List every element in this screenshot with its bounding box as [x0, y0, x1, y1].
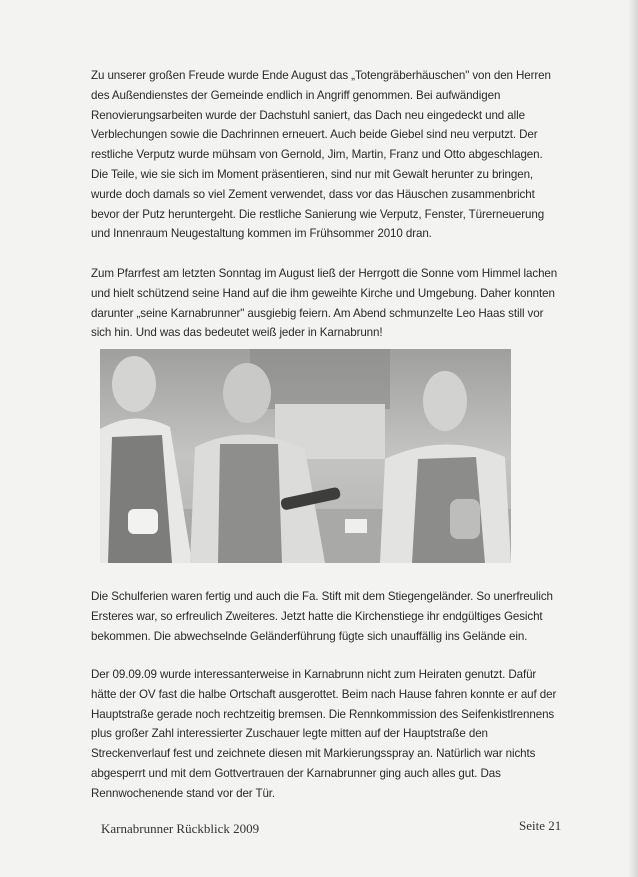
text-line: Die Schulferien waren fertig und auch die Fa. Stift mit dem Stiegengeländer. So unerfreulich	[91, 590, 553, 603]
text-line: Der 09.09.09 wurde interessanterweise in Karnabrunn nicht zum Heiraten genutzt. Dafür	[91, 668, 537, 681]
text-line: und hielt schützend seine Hand auf die ihm geweihte Kirche und Umgebung. Daher konnten	[91, 286, 555, 300]
footer-publication-title: Karnabrunner Rückblick 2009	[101, 821, 260, 836]
text-line: sich hin. Und was das bedeutet weiß jeder in Karnabrunn!	[91, 326, 383, 340]
text-line: Zu unserer großen Freude wurde Ende August das „Totengräberhäuschen" von den Herren	[91, 69, 551, 82]
text-line: des Außendienstes der Gemeinde endlich in Angriff genommen. Bei aufwändigen	[91, 88, 501, 102]
photo-three-men-pouring-wine	[100, 349, 511, 563]
text-line: bekommen. Die abwechselnde Geländerführung fügte sich unauffällig ins Gelände ein.	[91, 629, 528, 643]
text-line: Renovierungsarbeiten wurde der Dachstuhl saniert, das Dach neu eingedeckt und alle	[91, 108, 525, 122]
text-line: restliche Verputz wurde mühsam von Gernold, Jim, Martin, Franz und Otto abgeschlagen.	[91, 148, 543, 162]
text-line: bevor der Putz heruntergeht. Die restliche Sanierung wie Verputz, Fenster, Türerneuerung	[91, 207, 545, 221]
text-line: Ersteres war, so erfreulich Zweiteres. Jetzt hatte die Kirchenstiege ihr endgültiges Gesicht	[91, 609, 543, 623]
text-line: Zum Pfarrfest am letzten Sonntag im August ließ der Herrgott die Sonne vom Himmel lachen	[91, 267, 558, 280]
page-edge-shadow	[628, 0, 638, 877]
footer-page-number: Seite 21	[519, 818, 562, 833]
text-line: Hauptstraße gerade noch rechtzeitig bremsen. Die Rennkommission des Seifenkistlrennens	[91, 707, 555, 721]
text-line: darunter „seine Karnabrunner" ausgiebig feiern. Am Abend schmunzelte Leo Haas still vor	[91, 306, 544, 320]
text-line: Rennwochenende stand vor der Tür.	[91, 786, 276, 800]
paragraph-schulferien	[91, 587, 561, 646]
text-line: Streckenverlauf fest und zeichnete diesen mit Markierungsspray an. Natürlich war nichts	[91, 747, 536, 761]
paragraph-pfarrfest	[91, 264, 561, 343]
text-line: Die Teile, wie sie sich im Moment präsentieren, sind nur mit Gewalt herunter zu bringen,	[91, 167, 534, 181]
text-line: und Innenraum Neugestaltung kommen im Frühsommer 2010 dran.	[91, 227, 432, 241]
paragraph-seifenkistlrennen	[91, 665, 561, 804]
paragraph-totengraeberhaeuschen	[91, 66, 561, 244]
text-line: Verblechungen sowie die Dachrinnen erneuert. Auch beide Giebel sind neu verputzt. Der	[91, 128, 538, 142]
text-line: hätte der OV fast die halbe Ortschaft ausgerottet. Beim nach Hause fahren konnte er auf der	[91, 687, 557, 701]
text-line: wurde doch damals so viel Zement verwendet, dass vor das Häuschen zusammenbricht	[91, 187, 535, 201]
text-line: plus großer Zahl interessierter Zuschauer legte mitten auf der Hauptstraße den	[91, 727, 488, 741]
text-line: abgesperrt und mit dem Gottvertrauen der Karnabrunner ging auch alles gut. Das	[91, 766, 501, 780]
